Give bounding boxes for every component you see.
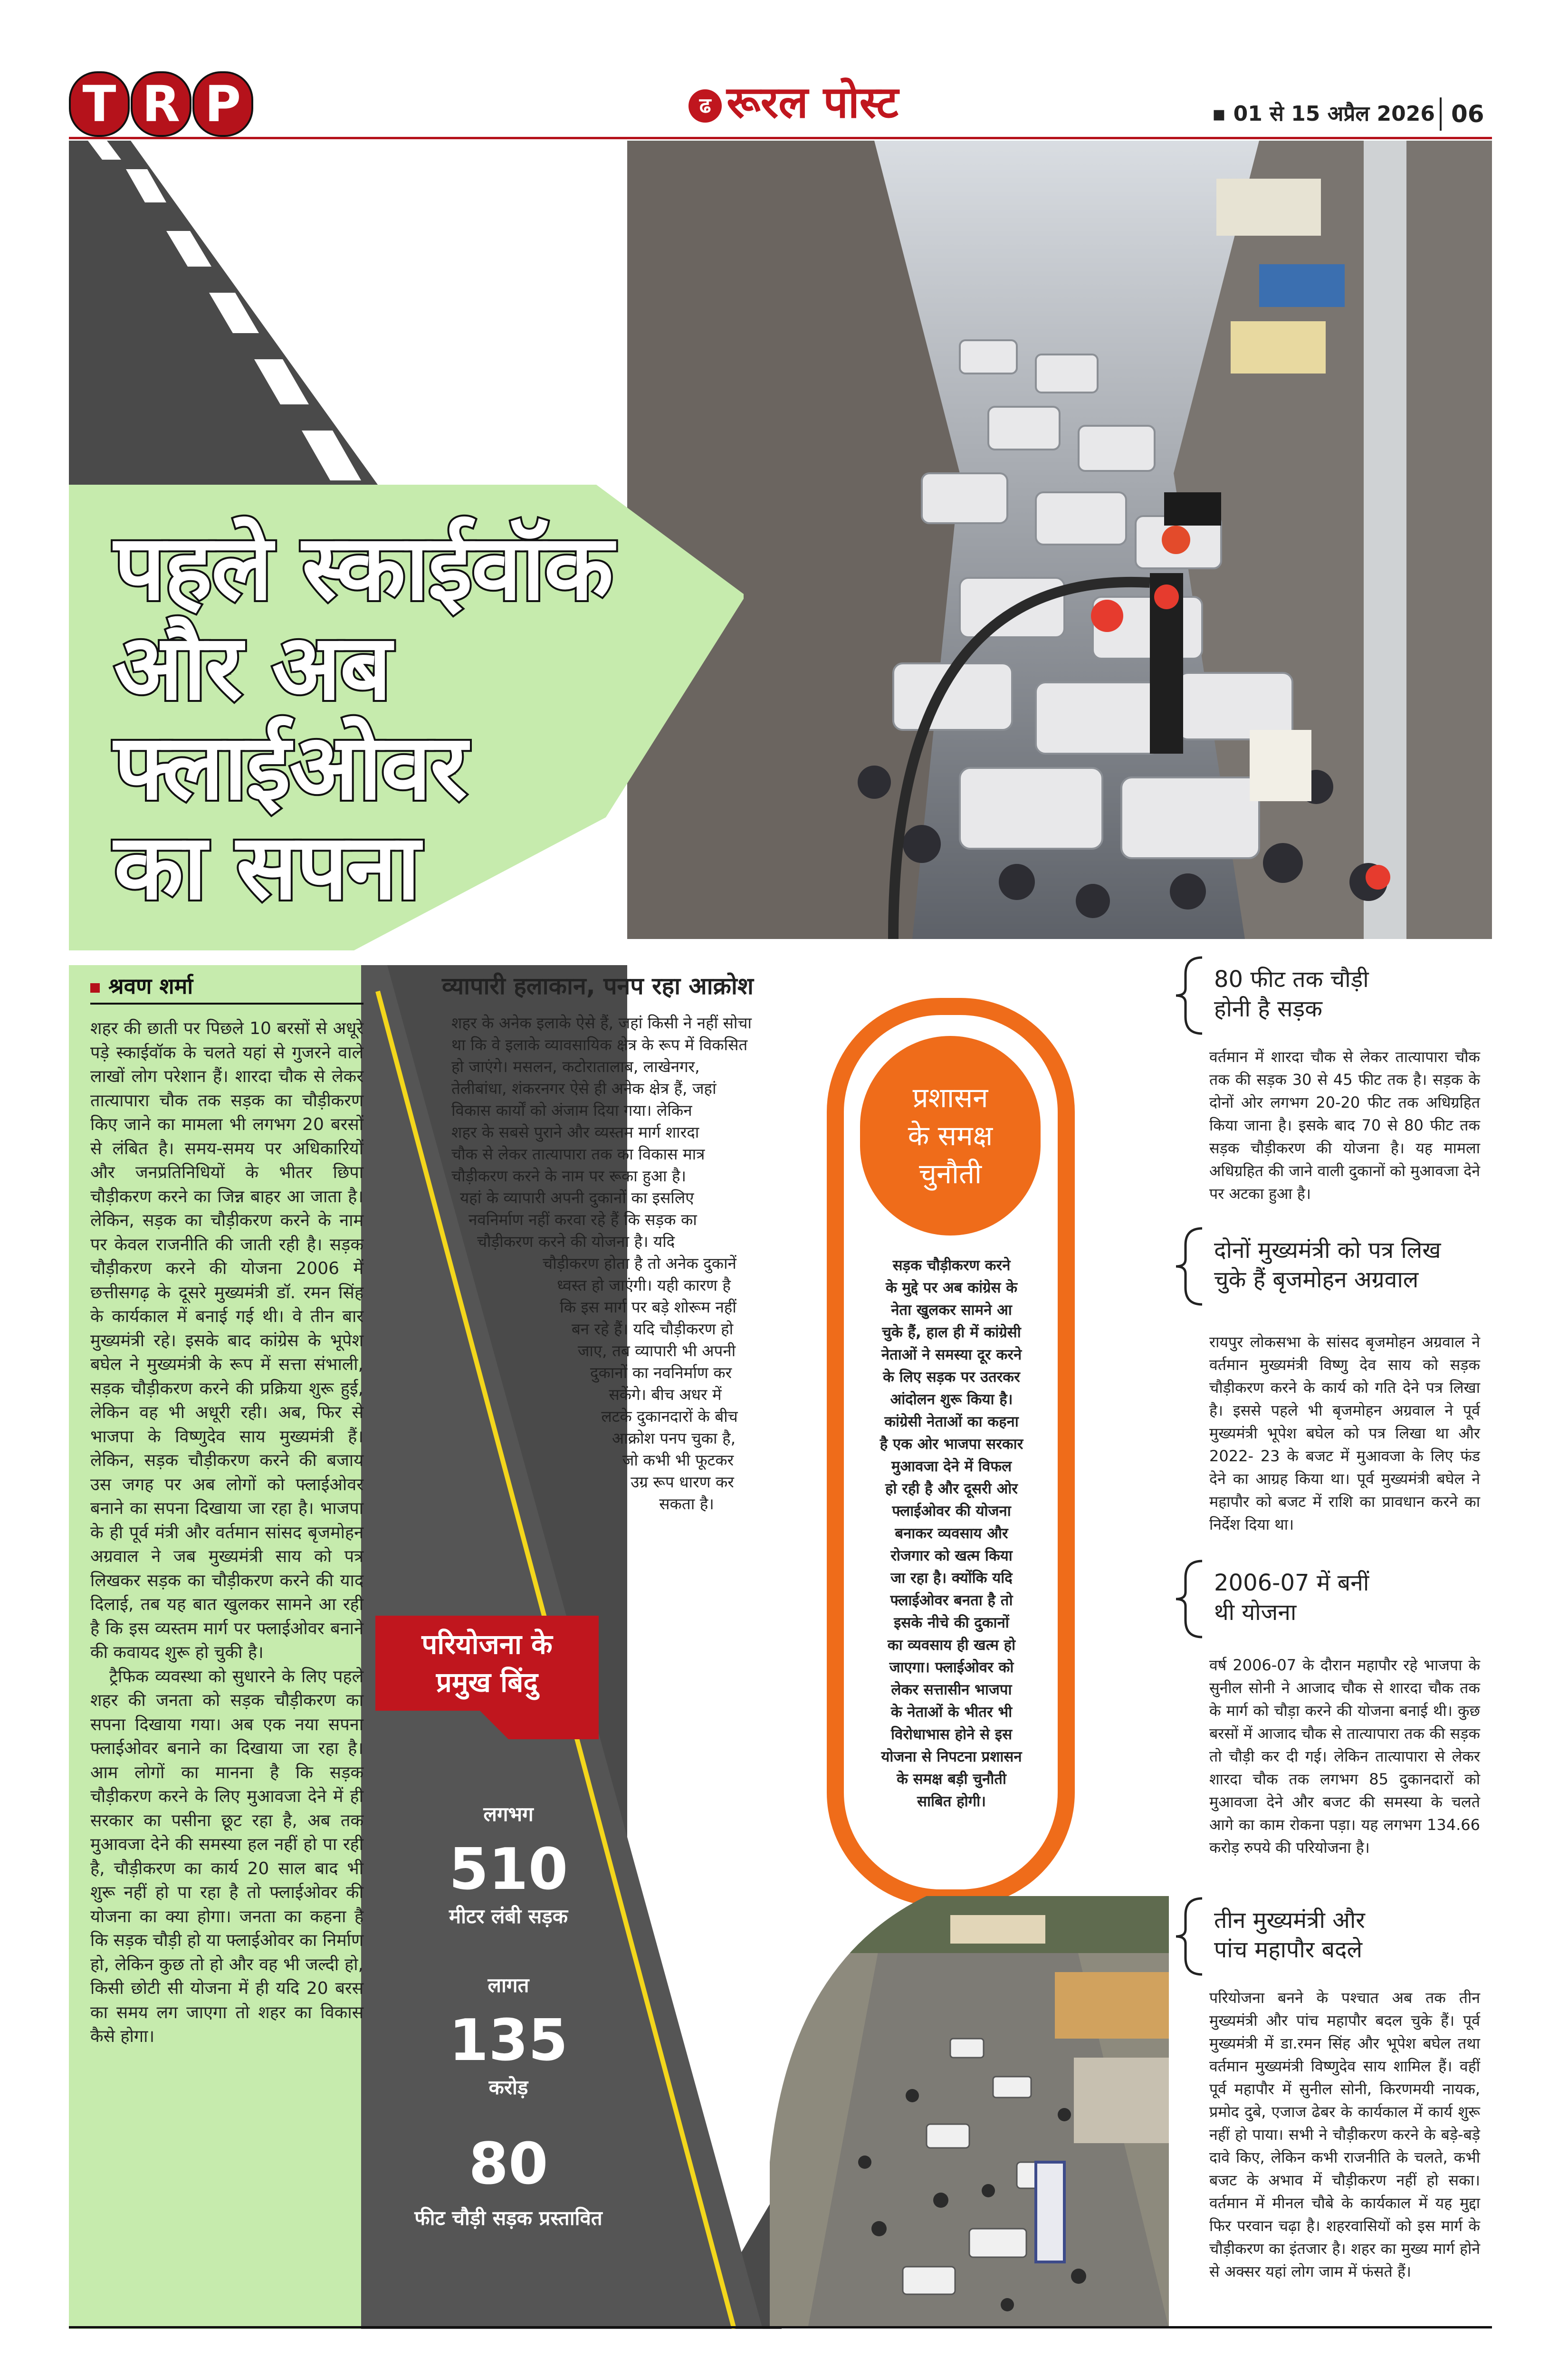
article-line: बन रहे हैं। यदि चौड़ीकरण हो: [571, 1320, 734, 1338]
stat-unit: मीटर लंबी सड़क: [449, 1905, 568, 1928]
callout-line: जाएगा। फ्लाईओवर को: [889, 1659, 1014, 1676]
article-paragraph: शहर की छाती पर पिछले 10 बरसों से अधूरे पड़े स्काईवॉक के चलते यहां से गुजरने वाले लाखों लोग परेशान हैं। शारदा चौक से लेकर तात्यापारा चौक तक सड़क का चौड़ीकरण किए जाने का मामला भी लगभग 20 बरसों से लंबित है। समय-समय पर अधिकारियों और जनप्रतिनिधियों के भीतर छिपा चौड़ीकरण करने का जिन्न बाहर आ जाता है। लेकिन, सड़क का चौड़ीकरण करने के नाम पर केवल राजनीति की जाती रही है। सड़क चौड़ीकरण करने की योजना 2006 में छत्तीसगढ़ के दूसरे मुख्यमंत्री डॉ. रमन सिंह के कार्यकाल में बनाई गई थी। वे तीन बार मुख्यमंत्री रहे। इसके बाद कांग्रेस के भूपेश बघेल ने मुख्यमंत्री के रूप में सत्ता संभाली, सड़क चौड़ीकरण करने की प्रक्रिया शुरू हुई, लेकिन वह भी अधूरी रही। अब, फिर से भाजपा के विष्णुदेव साय मुख्यमंत्री हैं। लेकिन, सड़क चौड़ीकरण करने की बजाय उस जगह पर अब लोगों को फ्लाईओवर बनाने का सपना दिखाया जा रहा है। भाजपा के ही पूर्व मंत्री और वर्तमान सांसद बृजमोहन अग्रवाल ने जब मुख्यमंत्री साय को पत्र लिखकर सड़क का चौड़ीकरण करने की याद दिलाई, तब यह बात खुलकर सामने आ रही है कि इस व्यस्तम मार्ग पर फ्लाईओवर बनाने की कवायद शुरू हो चुकी है।: [90, 1019, 363, 1662]
masthead: [627, 71, 960, 133]
right-heading-line: थी योजना: [1214, 1599, 1297, 1626]
article-line: चौक से लेकर तात्यापारा तक का विकास मात्र: [451, 1145, 705, 1163]
right-body-2: रायपुर लोकसभा के सांसद बृजमोहन अग्रवाल ने वर्तमान मुख्यमंत्री विष्णु देव साय को सड़क चौड़ीकरण करने के कार्य को गति देने पत्र लिखा है। इससे पहले भी बृजमोहन अग्रवाल ने पूर्व मुख्यमंत्री भूपेश बघेल को पत्र लिखा था और 2022- 23 के बजट में मुआवजा के लिए फंड देने का आग्रह किया था। पूर्व मुख्यमंत्री बघेल ने महापौर को बजट में राशि का प्रावधान करने का निर्देश दिया था।: [1209, 1333, 1480, 1533]
stat-label: लागत: [488, 1974, 529, 1997]
key-points-title-line: परियोजना के: [421, 1628, 553, 1660]
callout-line: का व्यवसाय ही खत्म हो: [887, 1637, 1016, 1654]
callout-line: फ्लाईओवर बनता है तो: [890, 1592, 1013, 1609]
headline-line: फ्लाईओवर: [114, 715, 467, 820]
callout-line: हो रही है और दूसरी ओर: [885, 1480, 1018, 1497]
article-line: कि इस मार्ग पर बड़े शोरूम नहीं: [560, 1298, 736, 1316]
section-brace: [1174, 1559, 1207, 1639]
header-rule: [69, 137, 1492, 139]
callout-line: बनाकर व्यवसाय और: [895, 1525, 1008, 1542]
stat-label: लगभग: [483, 1802, 534, 1826]
callout-line: आंदोलन शुरू किया है।: [890, 1391, 1013, 1408]
article-line: सकेंगे। बीच अधर में: [609, 1385, 722, 1404]
callout-line: कांग्रेसी नेताओं का कहना: [884, 1413, 1019, 1430]
stat-unit: करोड़: [488, 2076, 528, 2099]
article-line: जाए, तब व्यापारी भी अपनी: [577, 1341, 736, 1360]
article-paragraph: ट्रैफिक व्यवस्था को सुधारने के लिए पहले शहर की जनता को सड़क चौड़ीकरण का सपना दिखाया गया। अब एक नया सपना फ्लाईओवर बनाने का दिखाया जा रहा है। आम लोगों का मानना है कि सड़क चौड़ीकरण करने के लिए मुआवजा देने में ही सरकार का पसीना छूट रहा है, अब तक मुआवजा देने की समस्या हल नहीं हो पा रही है, चौड़ीकरण का कार्य 20 साल बाद भी शुरू नहीं हो पा रहा है तो फ्लाईओवर की योजना का क्या होगा। जनता का कहना है कि सड़क चौड़ी हो या फ्लाईओवर का निर्माण हो, लेकिन कुछ तो हो और वह भी जल्दी हो, किसी छोटी सी योजना में ही यदि 20 बरस का समय लग जाएगा तो शहर का विकास कैसे होगा।: [90, 1667, 363, 2046]
callout-line: लेकर सत्तासीन भाजपा: [891, 1681, 1012, 1698]
right-body-3: वर्ष 2006-07 के दौरान महापौर रहे भाजपा के सुनील सोनी ने आजाद चौक से शारदा चौक तक के मार्ग को चौड़ा करने की योजना बनाई थी। कुछ बरसों में आजाद चौक से तात्यापारा तक की सड़क तो चौड़ी कर दी गई। लेकिन तात्यापारा से लेकर शारदा चौक तक लगभग 85 दुकानदारों को मुआवजा देने और बजट की समस्या के चलते आगे का काम रोकना पड़ा। यह लगभग 134.66 करोड़ रुपये की परियोजना है।: [1209, 1656, 1480, 1857]
right-heading-line: दोनों मुख्यमंत्री को पत्र लिख: [1214, 1237, 1441, 1264]
traffic-jam-photo: [627, 141, 1492, 939]
right-heading-2: [1214, 1236, 1480, 1294]
article-line: सकता है।: [659, 1495, 714, 1513]
article-line: तेलीबांधा, शंकरनगर ऐसे ही अनेक क्षेत्र हैं, जहां: [451, 1079, 717, 1098]
article-line: शहर के अनेक इलाके ऐसे हैं, जहां किसी ने नहीं सोचा: [451, 1014, 752, 1032]
stat-unit: फीट चौड़ी सड़क प्रस्तावित: [414, 2206, 602, 2230]
callout-line: मुआवजा देने में विफल: [891, 1458, 1012, 1475]
headline-line: का सपना: [114, 814, 420, 920]
article-line: जो कभी भी फूटकर: [622, 1451, 734, 1469]
callout-title-line: चुनौती: [918, 1158, 982, 1190]
article-line: उग्र रूप धारण कर: [631, 1473, 734, 1491]
right-heading-line: होनी है सड़क: [1214, 996, 1322, 1022]
article-line: चौड़ीकरण करने की योजना है। यदि: [477, 1232, 675, 1251]
article-line: चौड़ीकरण करने के नाम पर रूका हुआ है।: [451, 1167, 686, 1185]
byline-rule: [90, 1003, 363, 1005]
article-line: चौड़ीकरण होता है तो अनेक दुकानें: [543, 1254, 736, 1273]
article-line: आक्रोश पनप चुका है,: [612, 1429, 736, 1447]
callout-text: [860, 1255, 1043, 1813]
right-heading-1: [1214, 965, 1480, 1024]
headline: [114, 515, 665, 920]
callout-line: नेता खुलकर सामने आ: [891, 1302, 1012, 1319]
callout-line: के मुद्दे पर अब कांग्रेस के: [885, 1279, 1018, 1296]
callout-line: के लिए सड़क पर उतरकर: [883, 1369, 1020, 1386]
callout-line: है एक ओर भाजपा सरकार: [880, 1436, 1023, 1453]
article-line: हो जाएंगे। मसलन, कटोरातालाब, लाखेनगर,: [451, 1057, 700, 1076]
article-line: विकास कार्यों को अंजाम दिया गया। लेकिन: [451, 1101, 692, 1120]
stat-value: 135: [449, 2008, 568, 2074]
right-heading-4: [1214, 1906, 1480, 1964]
article-line: नवनिर्माण नहीं करवा रहे हैं कि सड़क का: [468, 1210, 697, 1229]
headline-line: और अब: [114, 615, 391, 720]
page-number: 06: [1440, 97, 1503, 131]
right-heading-line: 2006-07 में बनीं: [1214, 1570, 1369, 1596]
right-heading-line: 80 फीट तक चौड़ी: [1214, 966, 1369, 993]
callout-line: नेताओं ने समस्या दूर करने: [881, 1346, 1022, 1363]
callout-title-line: के समक्ष: [908, 1120, 993, 1152]
logo-letter: R: [131, 71, 191, 137]
callout-line: के समक्ष बड़ी चुनौती: [897, 1771, 1006, 1788]
callout-line: सड़क चौड़ीकरण करने: [892, 1257, 1011, 1274]
right-heading-3: [1214, 1568, 1480, 1627]
callout-line: योजना से निपटना प्रशासन: [881, 1748, 1022, 1765]
article-column-1: [90, 1017, 363, 2300]
article-line: शहर के सबसे पुराने और व्यस्तम मार्ग शारदा: [451, 1123, 699, 1141]
right-body-1: वर्तमान में शारदा चौक से लेकर तात्यापारा चौक तक की सड़क 30 से 45 फीट तक है। सड़क के दोनों ओर लगभग 20-20 फीट तक अधिग्रहित किया जाना है। इसके बाद 70 से 80 फीट तक सड़क चौड़ीकरण की योजना है। यह मामला अधिग्रहित की जाने वाली दुकानों को मुआवजा देने पर अटका हुआ है।: [1209, 1048, 1480, 1203]
key-points-title: [380, 1625, 594, 1701]
byline: श्रवण शर्मा: [90, 969, 375, 1003]
callout-line: साबित होगी।: [917, 1793, 986, 1810]
footer-rule: [69, 2326, 1492, 2328]
callout-line: विरोधाभास होने से इस: [890, 1726, 1013, 1743]
issue-date: ▪ 01 से 15 अप्रैल 2026: [1212, 102, 1435, 126]
stat-value: 510: [449, 1837, 568, 1903]
article-line: ध्वस्त हो जाएंगी। यही कारण है: [557, 1276, 731, 1294]
masthead-title: रूरल पोस्ट: [727, 77, 899, 128]
callout-line: इसके नीचे की दुकानों: [894, 1614, 1009, 1631]
masthead-mark: ढ: [688, 89, 722, 123]
callout-line: चुके हैं, हाल ही में कांग्रेसी: [882, 1324, 1021, 1341]
section-brace: [1174, 1896, 1207, 1977]
subheading-traders: व्यापारी हलाकान, पनप रहा आक्रोश: [442, 972, 754, 1000]
right-heading-line: तीन मुख्यमंत्री और: [1214, 1907, 1365, 1934]
right-heading-line: पांच महापौर बदले: [1214, 1936, 1363, 1963]
right-body-4: परियोजना बनने के पश्चात अब तक तीन मुख्यमंत्री और पांच महापौर बदल चुके हैं। पूर्व मुख्यमंत्री में डा.रमन सिंह और भूपेश बघेल तथा वर्तमान मुख्यमंत्री विष्णुदेव साय शामिल हैं। वहीं पूर्व महापौर में सुनील सोनी, किरणमयी नायक, प्रमोद दुबे, एजाज ढेबर के कार्यकाल में कार्य शुरू नहीं हो पाया। सभी ने चौड़ीकरण करने के बड़े-बड़े दावे किए, लेकिन कभी राजनीति के चलते, कभी बजट के अभाव में चौड़ीकरण नहीं हो सका। वर्तमान में मीनल चौबे के कार्यकाल में यह मुद्दा फिर परवान चढ़ा है। शहरवासियों को इस मार्ग के चौड़ीकरण का इंतजार है। शहर का मुख्य मार्ग होने से अक्सर यहां लोग जाम में फंसते हैं।: [1209, 1989, 1480, 2280]
article-line: यहां के व्यापारी अपनी दुकानों का इसलिए: [460, 1188, 694, 1207]
street-aerial-photo: [770, 1896, 1169, 2328]
stat-value: 80: [468, 2131, 548, 2197]
callout-title: [860, 1036, 1041, 1236]
section-brace: [1174, 1226, 1207, 1307]
key-points-title-line: प्रमुख बिंदु: [436, 1666, 538, 1698]
article-line: दुकानों का नवनिर्माण कर: [590, 1363, 732, 1382]
callout-line: के नेताओं के भीतर भी: [890, 1704, 1013, 1721]
article-line: लटके दुकानदारों के बीच: [601, 1407, 738, 1426]
article-column-2: [451, 1012, 794, 1515]
headline-line: पहले स्काईवॉक: [114, 515, 612, 620]
logo-letter: T: [69, 71, 130, 137]
callout-line: फ्लाईओवर की योजना: [892, 1503, 1011, 1520]
callout-title-line: प्रशासन: [912, 1082, 988, 1114]
section-brace: [1174, 955, 1207, 1036]
logo-letter: P: [192, 71, 253, 137]
trp-logo: [69, 71, 254, 133]
article-line: था कि वे इलाके व्यावसायिक क्षेत्र के रूप में विकसित: [451, 1035, 748, 1054]
callout-line: रोजगार को खत्म किया: [890, 1547, 1013, 1564]
callout-line: जा रहा है। क्योंकि यदि: [890, 1570, 1013, 1587]
right-heading-line: चुके हैं बृजमोहन अग्रवाल: [1214, 1266, 1419, 1293]
